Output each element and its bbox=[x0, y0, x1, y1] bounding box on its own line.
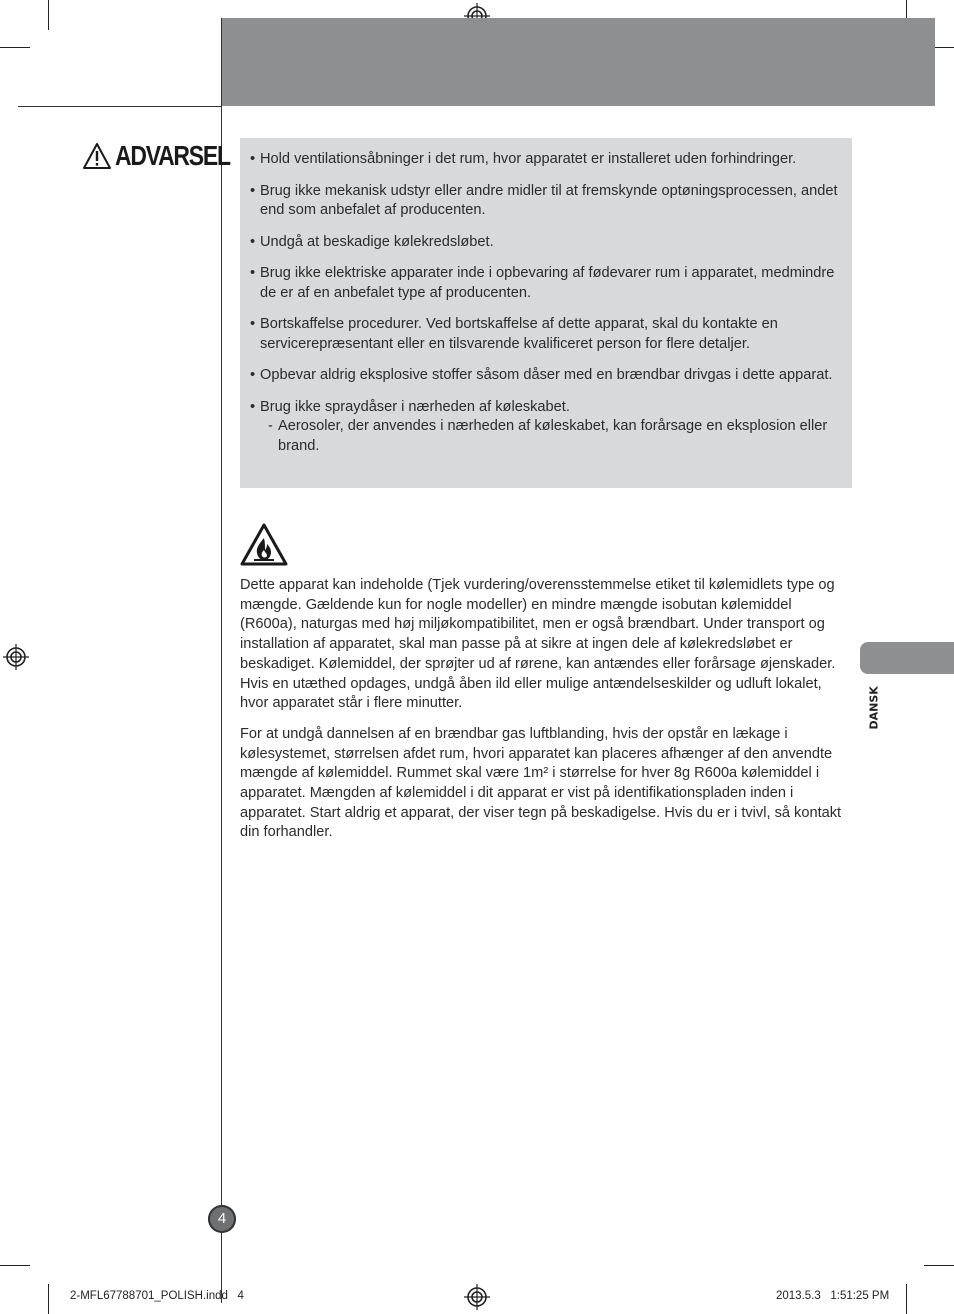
language-label: DANSK bbox=[867, 686, 881, 730]
list-item: • Hold ventilationsåbninger i det rum, hvor apparatet er installeret uden forhindringer. bbox=[250, 151, 797, 167]
crop-mark bbox=[906, 1284, 907, 1314]
list-item: • Brug ikke spraydåser i nærheden af køleskabet. - Aerosoler, der anvendes i nærheden af køleskabet, kan forårsage en eksplosion eller brand. bbox=[250, 398, 842, 457]
list-item: • Brug ikke mekanisk udstyr eller andre midler til at fremskynde optøningsprocessen, andet end som anbefalet af producenten. bbox=[250, 182, 838, 218]
list-item: • Opbevar aldrig eksplosive stoffer såsom dåser med en brændbar drivgas i dette apparat. bbox=[250, 367, 833, 383]
header-rule bbox=[18, 106, 222, 107]
language-tab bbox=[860, 642, 954, 674]
paragraph: Dette apparat kan indeholde (Tjek vurdering/overensstemmelse etiket til kølemidlets type og mængde. Gældende kun for nogle modeller) en mindre mængde isobutan kølemiddel (R600a), naturgas med høj miljøkompatibilitet, men er også brændbart. Under transport og installation af apparatet, skal man passe på at sikre at ingen dele af kølekredsløbet er beskadiget. Kølemiddel, der sprøjter ud af rørene, kan antændes eller forårsage øjenskader. Hvis en utæthed opdages, undgå åben ild eller mulige antændelseskilder og udluft lokalet, hvor apparatet står i flere minutter. bbox=[240, 577, 836, 712]
crop-mark bbox=[0, 1265, 30, 1266]
registration-mark-icon bbox=[3, 644, 29, 670]
list-item: • Brug ikke elektriske apparater inde i opbevaring af fødevarer rum i apparatet, medmindre de er af en anbefalet type af producenten. bbox=[250, 265, 835, 301]
warning-box bbox=[240, 138, 852, 488]
list-item: • Undgå at beskadige kølekredsløbet. bbox=[250, 233, 494, 250]
flammable-hazard-icon bbox=[240, 523, 288, 567]
crop-mark bbox=[48, 0, 49, 30]
warning-heading-text: ADVARSEL bbox=[115, 140, 230, 171]
crop-mark bbox=[924, 1265, 954, 1266]
list-item: • Bortskaffelse procedurer. Ved bortskaffelse af dette apparat, skal du kontakte en servicerepræsentant eller en tilsvarende kvalificeret person for flere detaljer. bbox=[250, 316, 778, 352]
registration-mark-icon bbox=[464, 1284, 490, 1310]
footer-filename: 2-MFL67788701_POLISH.indd 4 bbox=[70, 1290, 244, 1302]
page-number: 4 bbox=[208, 1205, 236, 1233]
warning-triangle-icon bbox=[82, 142, 112, 170]
header-band bbox=[222, 18, 935, 106]
crop-mark bbox=[48, 1284, 49, 1314]
sub-item: - Aerosoler, der anvendes i nærheden af køleskabet, kan forårsage en eksplosion eller brand. bbox=[268, 418, 828, 454]
body-text bbox=[240, 576, 852, 854]
margin-rule bbox=[221, 18, 222, 1303]
warning-heading bbox=[82, 140, 255, 172]
paragraph: For at undgå dannelsen af en brændbar gas luftblanding, hvis der opstår en lækage i kølesystemet, størrelsen afdet rum, hvori apparatet kan placeres afhænger af den anvendte mængde af kølemiddel. Rummet skal være 1m² i størrelse for hver 8g R600a kølemiddel i apparatet. Mængden af kølemiddel i dit apparat er vist på identifikationspladen inden i apparatet. Start aldrig et apparat, der viser tegn på beskadigelse. Hvis du er i tvivl, så kontakt din forhandler. bbox=[240, 725, 842, 841]
crop-mark bbox=[0, 47, 30, 48]
footer-timestamp: 2013.5.3 1:51:25 PM bbox=[776, 1290, 890, 1302]
